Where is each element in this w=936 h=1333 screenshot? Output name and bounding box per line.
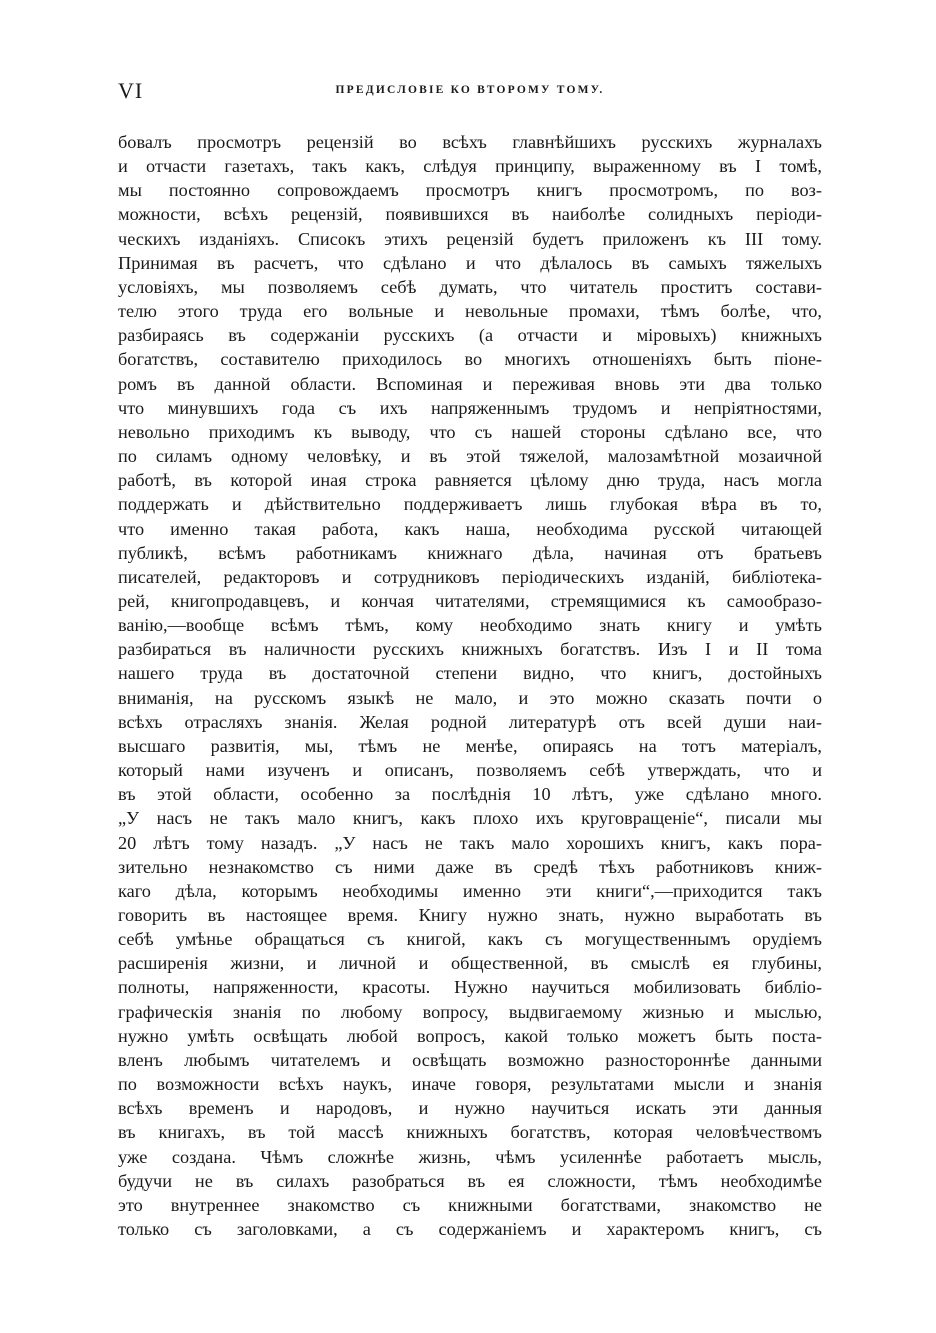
text-line: всѣхъ отрасляхъ знанія. Желая родной литературѣ отъ всей души наи-: [118, 711, 822, 732]
text-line: 20 лѣтъ тому назадъ. „У насъ не такъ мало хорошихъ книгъ, какъ пора-: [118, 832, 822, 853]
text-line: расширенія жизни, и личной и общественной, въ смыслѣ ея глубины,: [118, 953, 822, 974]
text-line: высшаго развитія, мы, тѣмъ не менѣе, опираясь на тотъ матеріалъ,: [118, 735, 822, 756]
body-text: [118, 130, 822, 1241]
running-head: ПРЕДИСЛОВІЕ КО ВТОРОМУ ТОМУ.: [335, 84, 605, 96]
text-line: зительно незнакомство съ ними даже въ средѣ тѣхъ работниковъ книж-: [118, 856, 822, 877]
text-line: богатствъ, составителю приходилось во многихъ отношеніяхъ быть піоне-: [118, 349, 822, 370]
text-line: ромъ въ данной области. Вспоминая и переживая вновь эти два только: [118, 373, 822, 394]
text-line: невольно приходимъ къ выводу, что съ нашей стороны сдѣлано все, что: [118, 421, 822, 442]
text-line: „У насъ не такъ мало книгъ, какъ плохо ихъ круговращеніе“, писали мы: [118, 808, 822, 829]
text-line: ческихъ изданіяхъ. Списокъ этихъ рецензій будетъ приложенъ къ III тому.: [118, 228, 822, 249]
text-line: публикѣ, всѣмъ работникамъ книжнаго дѣла, начиная отъ братьевъ: [118, 542, 822, 563]
text-line: себѣ умѣнье обращаться съ книгой, какъ съ могущественнымъ орудіемъ: [118, 929, 822, 950]
text-line: въ этой области, особенно за послѣднія 10 лѣтъ, уже сдѣлано много.: [118, 784, 822, 805]
text-line: бовалъ просмотръ рецензій во всѣхъ главнѣйшихъ русскихъ журналахъ: [118, 132, 822, 152]
page-header: [118, 78, 822, 106]
text-line: что минувшихъ года съ ихъ напряженнымъ трудомъ и непріятностями,: [118, 397, 822, 418]
text-line: разбираться въ наличности русскихъ книжныхъ богатствъ. Изъ I и II тома: [118, 639, 822, 660]
text-line: Принимая въ расчетъ, что сдѣлано и что дѣлалось въ самыхъ тяжелыхъ: [118, 252, 822, 273]
text-line: въ книгахъ, въ той массѣ книжныхъ богатствъ, которая человѣчествомъ: [118, 1122, 822, 1143]
text-line: нашего труда въ достаточной степени видно, что книгъ, достойныхъ: [118, 663, 822, 684]
text-line: будучи не въ силахъ разобраться въ ея сложности, тѣмъ необходимѣе: [118, 1170, 822, 1191]
text-line: писателей, редакторовъ и сотрудниковъ періодическихъ изданій, библіотека-: [118, 566, 822, 587]
text-line: только съ заголовками, а съ содержаніемъ и характеромъ книгъ, съ: [118, 1219, 822, 1240]
text-line: по возможности всѣхъ наукъ, иначе говоря, результатами мысли и знанія: [118, 1074, 822, 1095]
text-line: уже создана. Чѣмъ сложнѣе жизнь, чѣмъ усиленнѣе работаетъ мысль,: [118, 1146, 822, 1167]
text-line: ванію,—вообще всѣмъ тѣмъ, кому необходимо знать книгу и умѣть: [118, 615, 822, 636]
page-number: VI: [118, 78, 144, 103]
text-line: полноты, напряженности, красоты. Нужно научиться мобилизовать библіо-: [118, 977, 822, 998]
text-line: и отчасти газетахъ, такъ какъ, слѣдуя принципу, выраженному въ I томѣ,: [118, 156, 822, 177]
text-line: каго дѣла, которымъ необходимы именно эти книги“,—приходится такъ: [118, 880, 822, 901]
text-line: телю этого труда его вольные и невольные промахи, тѣмъ болѣе, что,: [118, 301, 822, 322]
text-line: разбираясь въ содержаніи русскихъ (а отчасти и міровыхъ) книжныхъ: [118, 325, 822, 346]
text-line: это внутреннее знакомство съ книжными богатствами, знакомство не: [118, 1194, 822, 1215]
text-line: который нами изученъ и описанъ, позволяемъ себѣ утверждать, что и: [118, 760, 822, 781]
text-line: вленъ любымъ читателемъ и освѣщать возможно разностороннѣе данными: [118, 1049, 822, 1070]
text-line: работѣ, въ которой иная строка равняется цѣлому дню труда, насъ могла: [118, 470, 822, 491]
text-line: по силамъ одному человѣку, и въ этой тяжелой, малозамѣтной мозаичной: [118, 446, 822, 467]
text-line: условіяхъ, мы позволяемъ себѣ думать, что читатель проститъ состави-: [118, 276, 822, 297]
text-line: можности, всѣхъ рецензій, появившихся въ наиболѣе солидныхъ періоди-: [118, 204, 822, 225]
text-line: вниманія, на русскомъ языкѣ не мало, и это можно сказать почти о: [118, 687, 822, 708]
text-line: что именно такая работа, какъ наша, необходима русской читающей: [118, 518, 822, 539]
text-line: рей, книгопродавцевъ, и кончая читателями, стремящимися къ самообразо-: [118, 590, 822, 611]
text-line: поддержать и дѣйствительно поддерживаетъ лишь глубокая вѣра въ то,: [118, 494, 822, 515]
text-line: графическія знанія по любому вопросу, выдвигаемому жизнью и мыслью,: [118, 1001, 822, 1022]
text-line: мы постоянно сопровождаемъ просмотръ книгъ просмотромъ, по воз-: [118, 180, 822, 201]
text-line: нужно умѣть освѣщать любой вопросъ, какой только можетъ быть поста-: [118, 1025, 822, 1046]
text-line: говорить въ настоящее время. Книгу нужно знать, нужно выработать въ: [118, 905, 822, 925]
text-line: всѣхъ временъ и народовъ, и нужно научиться искать эти данныя: [118, 1098, 822, 1119]
